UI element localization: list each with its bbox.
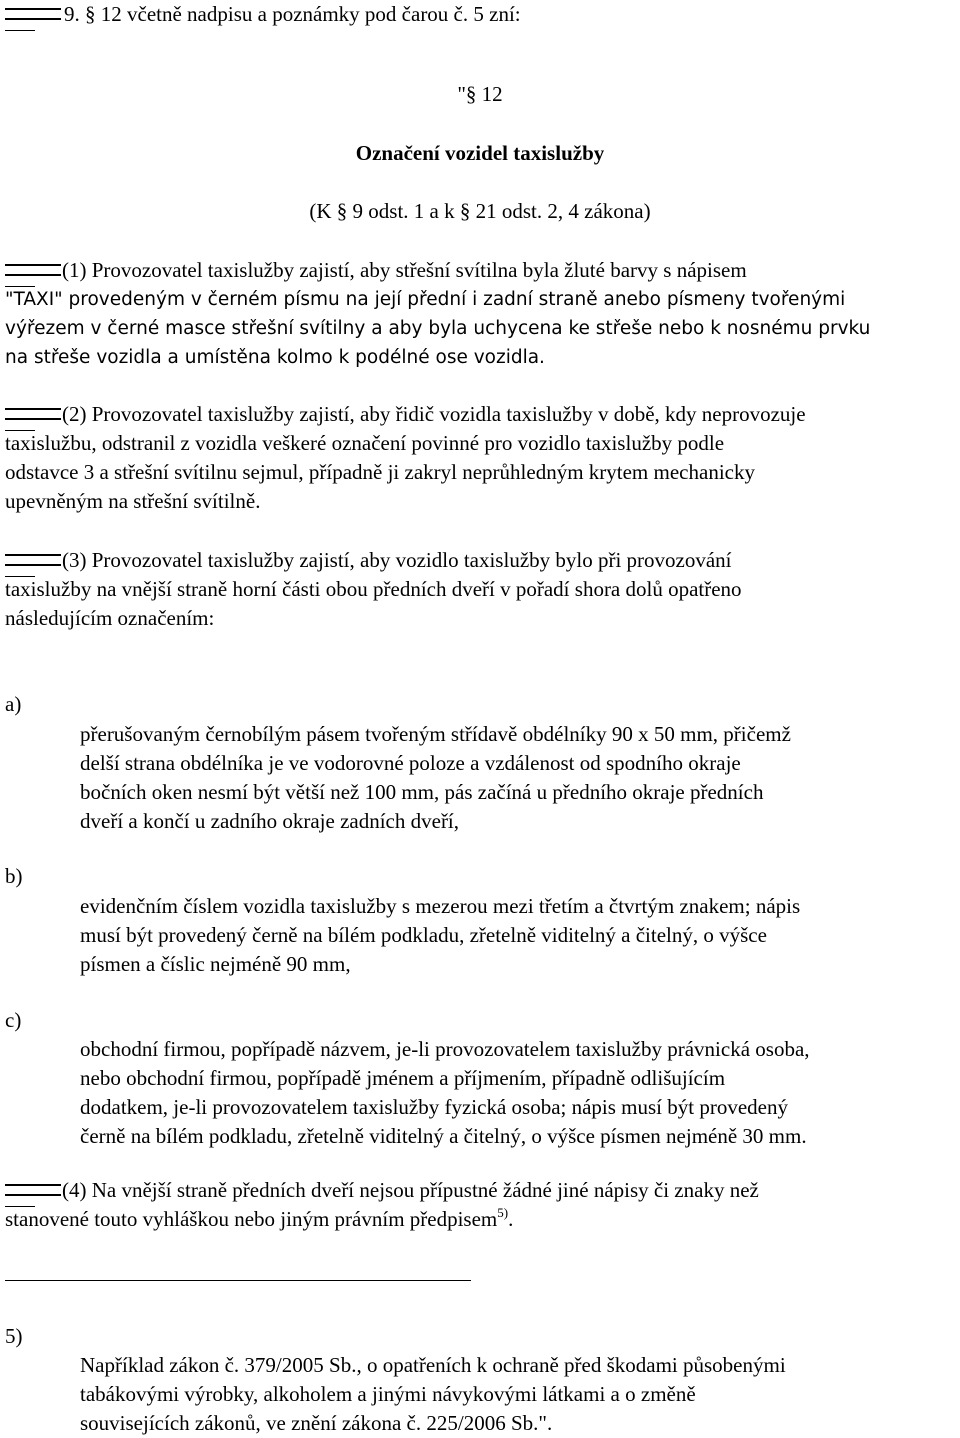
paragraph-3-line-2: taxislužby na vnější straně horní části obou předních dveří v pořadí shora dolů opatřeno bbox=[5, 577, 742, 601]
paragraph-1-line-3: výřezem v černé masce střešní svítilny a aby byla uchycena ke střeše nebo k nosnému prvku bbox=[5, 318, 871, 339]
amendment-header: 9. § 12 včetně nadpisu a poznámky pod čarou č. 5 zní: bbox=[64, 2, 521, 26]
footnote-line-3: souvisejících zákonů, ve znění zákona č. 225/2006 Sb.". bbox=[80, 1411, 553, 1435]
item-label-c: c) bbox=[5, 1008, 22, 1032]
paragraph-mark bbox=[5, 1184, 61, 1196]
footnote-separator bbox=[5, 1280, 471, 1281]
item-a-line-4: dveří a končí u zadního okraje zadních dveří, bbox=[80, 809, 460, 833]
paragraph-2-line-3: odstavce 3 a střešní svítilnu sejmul, případně ji zakryl neprůhledným krytem mechanicky bbox=[5, 460, 755, 484]
item-a-line-1: přerušovaným černobílým pásem tvořeným střídavě obdélníky 90 x 50 mm, přičemž bbox=[80, 722, 791, 746]
item-c-line-4: černě na bílém podkladu, zřetelně viditelný a čitelný, o výšce písmen nejméně 30 mm. bbox=[80, 1124, 807, 1148]
paragraph-4-line-1: (4) Na vnější straně předních dveří nejsou přípustné žádné jiné nápisy či znaky než bbox=[62, 1178, 759, 1202]
item-b-line-1: evidenčním číslem vozidla taxislužby s mezerou mezi třetím a čtvrtým znakem; nápis bbox=[80, 894, 801, 918]
footnote-line-2: tabákovými výrobky, alkoholem a jinými návykovými látkami a o změně bbox=[80, 1382, 696, 1406]
paragraph-1-line-4: na střeše vozidla a umístěna kolmo k podélné ose vozidla. bbox=[5, 347, 545, 368]
item-label-b: b) bbox=[5, 864, 23, 888]
paragraph-3-line-1: (3) Provozovatel taxislužby zajistí, aby vozidlo taxislužby bylo při provozování bbox=[62, 548, 732, 572]
paragraph-1-line-2: "TAXI" provedeným v černém písmu na její přední i zadní straně anebo písmeny tvořenými bbox=[5, 289, 846, 310]
item-a-line-3: bočních oken nesmí být větší než 100 mm, pás začíná u předního okraje předních bbox=[80, 780, 764, 804]
paragraph-mark bbox=[5, 408, 61, 420]
paragraph-2-line-2: taxislužbu, odstranil z vozidla veškeré označení povinné pro vozidlo taxislužby podle bbox=[5, 431, 725, 455]
footnote-line-1: Například zákon č. 379/2005 Sb., o opatřeních k ochraně před škodami působenými bbox=[80, 1353, 786, 1377]
paragraph-1-line-1: (1) Provozovatel taxislužby zajistí, aby střešní svítilna byla žluté barvy s nápisem bbox=[62, 258, 747, 282]
item-b-line-3: písmen a číslic nejméně 90 mm, bbox=[80, 952, 351, 976]
paragraph-4-text: stanovené touto vyhláškou nebo jiným právním předpisem bbox=[5, 1207, 498, 1231]
item-b-line-2: musí být provedený černě na bílém podkladu, zřetelně viditelný a čitelný, o výšce bbox=[80, 923, 767, 947]
footnote-reference[interactable]: 5) bbox=[497, 1205, 509, 1220]
underline-mark bbox=[5, 8, 61, 20]
paragraph-4-line-2 bbox=[5, 1205, 513, 1234]
section-title: Označení vozidel taxislužby bbox=[355, 141, 605, 165]
item-c-line-1: obchodní firmou, popřípadě názvem, je-li provozovatelem taxislužby právnická osoba, bbox=[80, 1037, 810, 1061]
item-c-line-2: nebo obchodní firmou, popřípadě jménem a příjmením, případně odlišujícím bbox=[80, 1066, 726, 1090]
section-reference: (K § 9 odst. 1 a k § 21 odst. 2, 4 zákona) bbox=[309, 199, 651, 223]
footnote-label: 5) bbox=[5, 1324, 23, 1348]
paragraph-4-end: . bbox=[508, 1207, 514, 1231]
paragraph-mark bbox=[5, 264, 61, 276]
paragraph-2-line-4: upevněným na střešní svítilně. bbox=[5, 489, 261, 513]
paragraph-mark bbox=[5, 554, 61, 566]
paragraph-2-line-1: (2) Provozovatel taxislužby zajistí, aby řidič vozidla taxislužby v době, kdy neprovozuje bbox=[62, 402, 806, 426]
section-number: "§ 12 bbox=[457, 82, 503, 106]
item-c-line-3: dodatkem, je-li provozovatelem taxislužby fyzická osoba; nápis musí být provedený bbox=[80, 1095, 788, 1119]
paragraph-3-line-3: následujícím označením: bbox=[5, 606, 215, 630]
item-label-a: a) bbox=[5, 692, 22, 716]
underline-mark bbox=[5, 30, 35, 31]
item-a-line-2: delší strana obdélníka je ve vodorovné poloze a vzdálenost od spodního okraje bbox=[80, 751, 741, 775]
